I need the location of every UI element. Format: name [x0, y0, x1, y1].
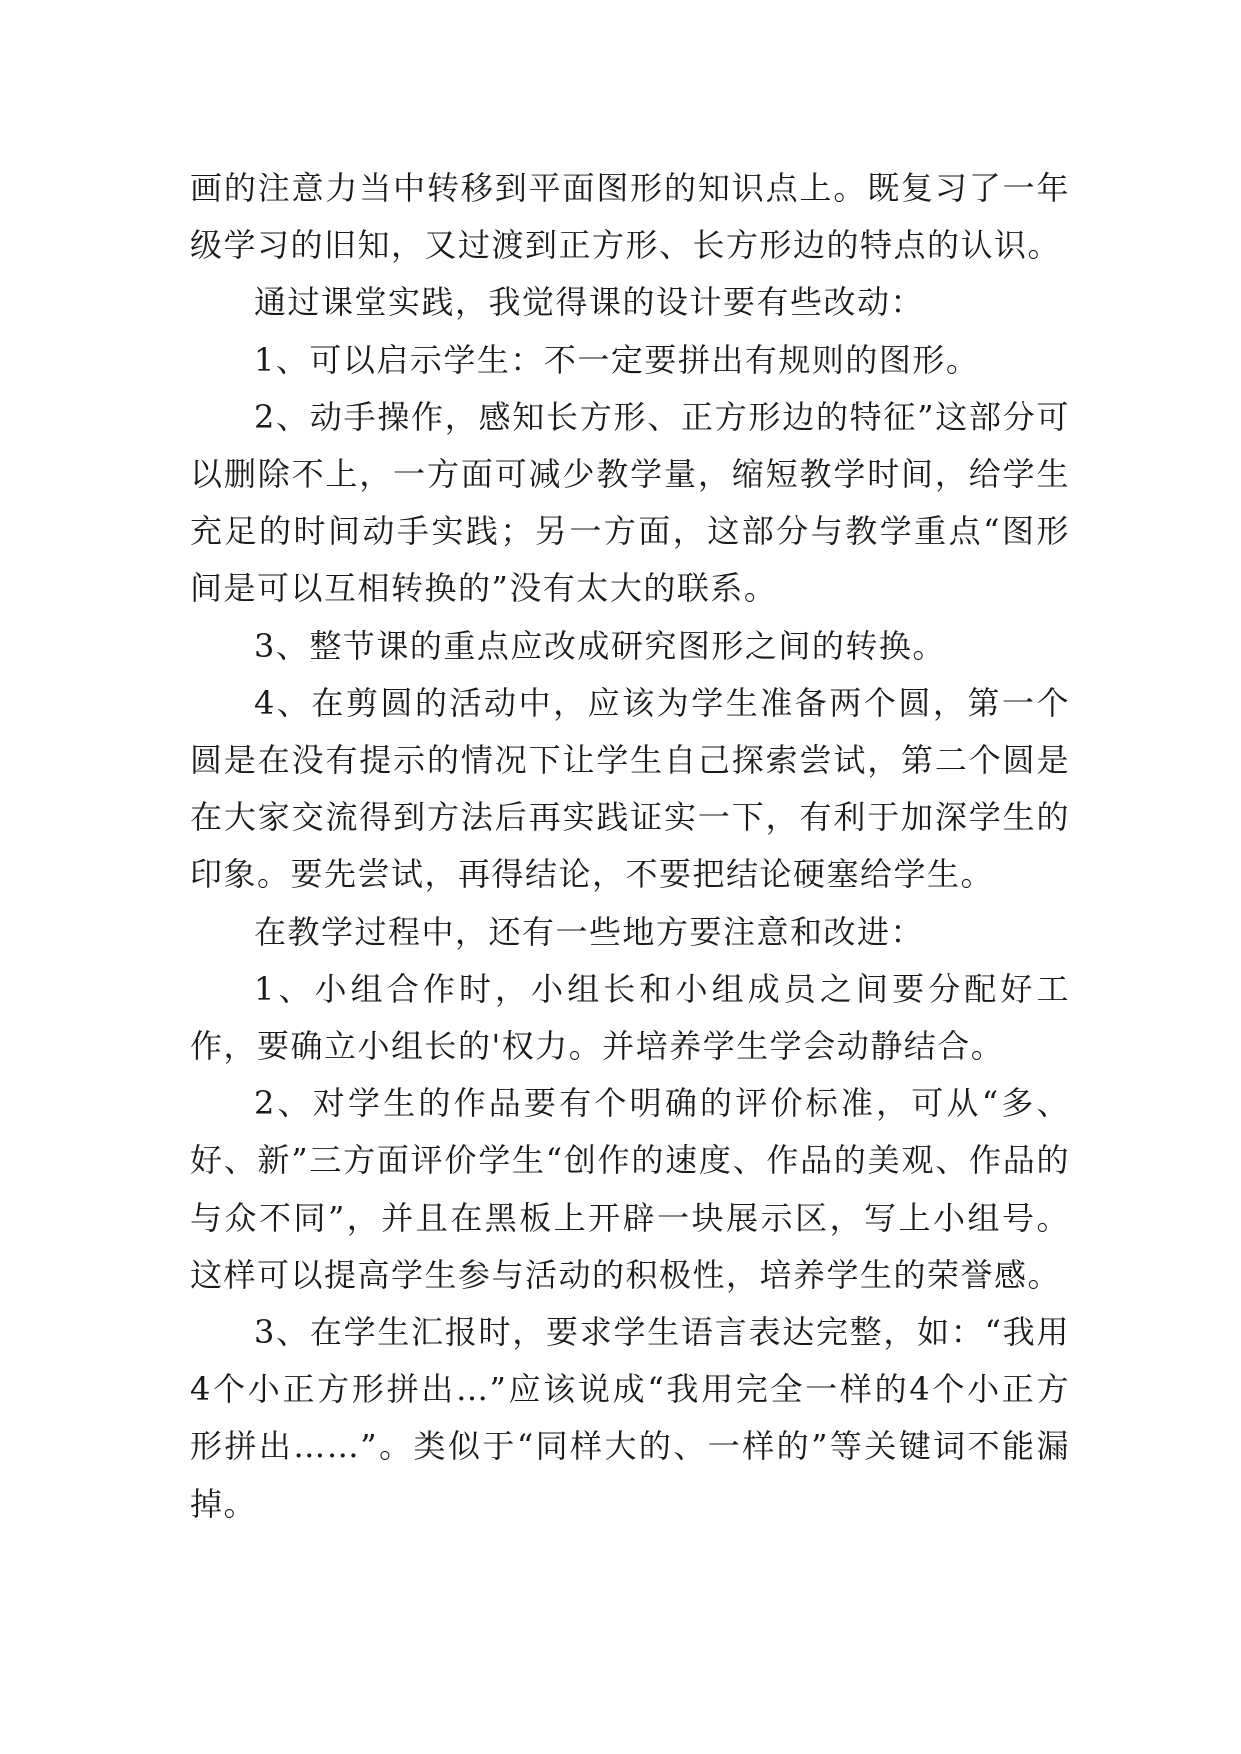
paragraph-continuation: 画的注意力当中转移到平面图形的知识点上。既复习了一年级学习的旧知，又过渡到正方形、长方形边的特点的认识。 [190, 169, 1070, 265]
paragraph-change-2: 2、动手操作，感知长方形、正方形边的特征”这部分可以删除不上，一方面可减少教学量，缩短教学时间，给学生充足的时间动手实践；另一方面，这部分与教学重点“图形间是可以互相转换的”没有太大的联系。 [190, 397, 1070, 608]
paragraph-change-3: 3、整节课的重点应改成研究图形之间的转换。 [254, 626, 946, 665]
paragraph-change-4: 4、在剪圆的活动中，应该为学生准备两个圆，第一个圆是在没有提示的情况下让学生自己探索尝试，第二个圆是在大家交流得到方法后再实践证实一下，有利于加深学生的印象。要先尝试，再得结论，不要把结论硬塞给学生。 [190, 683, 1070, 894]
paragraph-design-changes-intro: 通过课堂实践，我觉得课的设计要有些改动： [254, 283, 925, 322]
paragraph-improvement-3: 3、在学生汇报时，要求学生语言表达完整，如：“我用4个小正方形拼出…”应该说成“我用完全一样的4个小正方形拼出……”。类似于“同样大的、一样的”等关键词不能漏掉。 [190, 1313, 1070, 1523]
paragraph-change-1: 1、可以启示学生：不一定要拼出有规则的图形。 [254, 340, 980, 379]
paragraph-improvement-1: 1、小组合作时，小组长和小组成员之间要分配好工作，要确立小组长的'权力。并培养学生学会动静结合。 [190, 969, 1070, 1066]
document-body [190, 160, 1070, 1533]
paragraph-improvements-intro: 在教学过程中，还有一些地方要注意和改进： [254, 912, 925, 951]
paragraph-improvement-2: 2、对学生的作品要有个明确的评价标准，可从“多、好、新”三方面评价学生“创作的速度、作品的美观、作品的与众不同”，并且在黑板上开辟一块展示区，写上小组号。这样可以提高学生参与活动的积极性，培养学生的荣誉感。 [190, 1084, 1070, 1294]
